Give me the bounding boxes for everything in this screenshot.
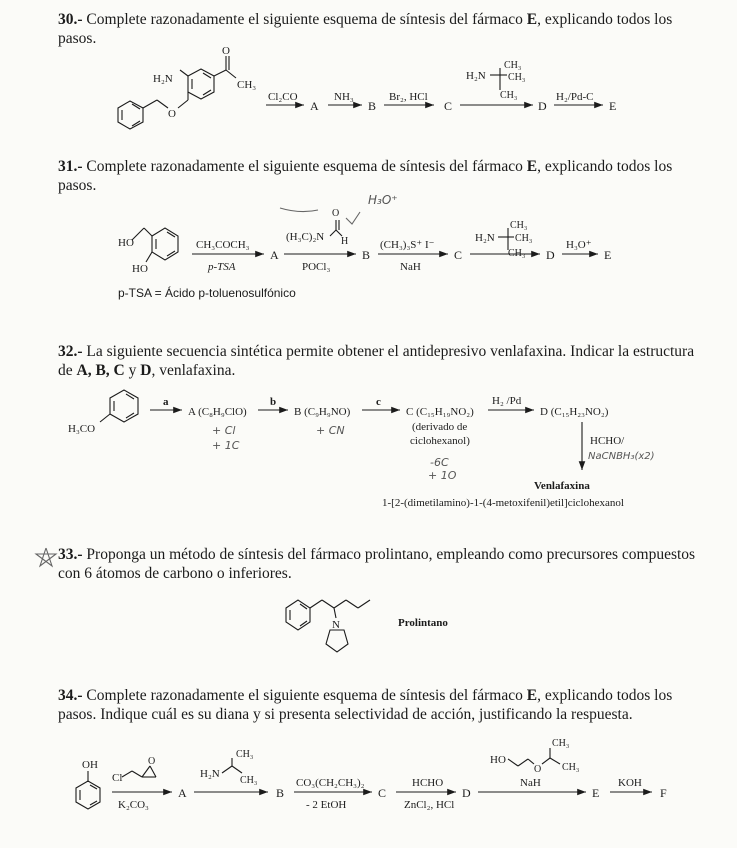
product-iupac-name: 1-[2-(dimetilamino)-1-(4-metoxifenil)etil]ciclohexanol — [382, 497, 624, 509]
atom-label: H₃CO — [68, 423, 96, 435]
handwritten-note: H₃O⁺ — [368, 193, 398, 207]
footnote: p-TSA = Ácido p-toluenosulfónico — [118, 286, 296, 300]
reagent-label: p-TSA — [208, 261, 236, 273]
intermediate-D: D — [538, 99, 547, 113]
intermediate-A: A — [178, 786, 187, 800]
structure-letters: A, B, C — [76, 362, 125, 379]
intermediate-A: A (C₈H₉ClO) — [188, 406, 247, 418]
drug-name: Prolintano — [398, 617, 448, 629]
atom-label: OH — [82, 759, 98, 771]
drug-letter: E — [526, 158, 538, 175]
product-name: Venlafaxina — [534, 480, 590, 492]
note-label: ciclohexanol) — [410, 435, 470, 447]
atom-label: H₂N — [153, 73, 173, 85]
note-label: (derivado de — [412, 421, 468, 433]
question-number: 32.- — [58, 343, 83, 360]
handwritten-note: -6C — [430, 456, 449, 469]
reagent-label: NH₃ — [334, 91, 354, 103]
reagent-label: Br₂, HCl — [389, 91, 428, 103]
reagent-label: H₂N — [466, 70, 486, 82]
reagent-label: CH₃ — [500, 90, 518, 101]
reagent-label: - 2 EtOH — [306, 799, 347, 811]
intermediate-B: B — [368, 99, 377, 113]
question-text: , explicando todos los pasos. — [58, 158, 673, 194]
question-text: y — [124, 362, 141, 379]
question-number: 30.- — [58, 11, 83, 28]
reagent-label: NaH — [400, 261, 421, 273]
reagent-label: KOH — [618, 777, 642, 789]
reagent-label: CH₃ — [508, 248, 526, 259]
q32-starting-material — [68, 390, 138, 435]
question-number: 34.- — [58, 687, 83, 704]
intermediate-C: C (C₁₅H₁₉NO₂) — [406, 406, 474, 418]
atom-label: CH₃ — [237, 79, 257, 91]
intermediate-B: B — [362, 248, 371, 262]
reagent-label: ZnCl₂, HCl — [404, 799, 455, 811]
reagent-label: CH₃ — [515, 233, 533, 244]
reagent-label: (CH₃)₃S⁺ I⁻ — [380, 239, 435, 251]
q34-reaction-arrows — [112, 738, 667, 811]
intermediate-B: B (C₉H₉NO) — [294, 406, 351, 418]
question-text: Complete razonadamente el siguiente esquema de síntesis del fármaco — [82, 158, 527, 175]
intermediate-A: A — [270, 248, 279, 262]
question-34 — [58, 686, 708, 724]
intermediate-A: A — [310, 99, 319, 113]
question-text: Complete razonadamente el siguiente esquema de síntesis del fármaco — [82, 11, 527, 28]
reagent-label: HCHO/ — [590, 435, 625, 447]
reagent-label: CH₃ — [508, 72, 526, 83]
atom-label: H — [341, 236, 349, 247]
drug-letter: E — [526, 11, 538, 28]
question-text: Proponga un método de síntesis del fármaco prolintano, empleando como precursores compuestos con 6 átomos de carbono o inferiores. — [58, 546, 696, 582]
reagent-label: (H₃C)₂N — [286, 231, 325, 243]
prolintano-structure — [286, 600, 448, 652]
question-text: La siguiente secuencia sintética permite obtener el antidepresivo venlafaxina. Indicar la estructura de — [58, 343, 695, 379]
intermediate-D: D (C₁₅H₂₃NO₂) — [540, 406, 609, 418]
reagent-label: CH₃ — [236, 749, 254, 760]
intermediate-C: C — [444, 99, 453, 113]
question-text: , venlafaxina. — [151, 362, 236, 379]
atom-label: O — [168, 108, 176, 120]
handwritten-note: + 1C — [212, 439, 240, 452]
handwritten-note: + 1O — [428, 469, 457, 482]
intermediate-C: C — [454, 248, 463, 262]
reagent-label: HO — [490, 754, 506, 766]
handwritten-note: + CN — [316, 424, 345, 437]
reagent-label: HCHO — [412, 777, 444, 789]
reagent-label: H₂N — [475, 232, 495, 244]
reagent-label: CH₃ — [240, 775, 258, 786]
question-32 — [58, 342, 708, 380]
reagent-label: CH₃ — [504, 60, 522, 71]
intermediate-D: D — [462, 786, 471, 800]
question-31 — [58, 157, 708, 195]
reagent-label: CH₃ — [510, 220, 528, 231]
atom-label: HO — [132, 263, 148, 275]
product-E: E — [609, 99, 617, 113]
reagent-label: K₂CO₃ — [118, 799, 149, 811]
reagent-label: H₃O⁺ — [566, 239, 592, 251]
q30-reaction-arrows — [266, 60, 616, 113]
q31-reaction-arrows — [192, 193, 611, 273]
reagent-label: CH₃ — [562, 762, 580, 773]
intermediate-C: C — [378, 786, 387, 800]
structure-letter-D: D — [140, 362, 152, 379]
star-mark — [36, 548, 56, 566]
reagent-label: CH₃ — [552, 738, 570, 749]
atom-label: O — [148, 756, 156, 767]
question-33 — [58, 545, 708, 583]
reagent-label: NaH — [520, 777, 541, 789]
q30-starting-material — [118, 45, 256, 129]
step-label: a — [163, 396, 169, 408]
reagent-label: H₂/Pd-C — [556, 91, 594, 103]
q32-reaction-arrows — [150, 395, 655, 509]
reagent-label: H₂ /Pd — [492, 395, 522, 407]
q34-starting-material — [76, 759, 100, 809]
drug-letter: E — [526, 687, 538, 704]
atom-label: O — [222, 45, 230, 57]
atom-label: O — [332, 208, 340, 219]
reagent-label: CO₃(CH₂CH₃)₂ — [296, 777, 365, 789]
question-number: 31.- — [58, 158, 83, 175]
reagent-label: CH₃COCH₃ — [196, 239, 250, 251]
reagent-label: H₂N — [200, 768, 220, 780]
atom-label: HO — [118, 237, 134, 249]
atom-label: Cl — [112, 772, 123, 784]
intermediate-B: B — [276, 786, 285, 800]
step-label: c — [376, 396, 381, 408]
question-text: , explicando todos los pasos. — [58, 11, 673, 47]
handwritten-note: NaCNBH₃(x2) — [588, 451, 655, 462]
product-E: E — [604, 248, 612, 262]
product-F: F — [660, 786, 667, 800]
reagent-label: POCl₃ — [302, 261, 331, 273]
atom-label: N — [332, 619, 340, 631]
question-number: 33.- — [58, 546, 83, 563]
intermediate-D: D — [546, 248, 555, 262]
step-label: b — [270, 396, 277, 408]
question-text: Complete razonadamente el siguiente esquema de síntesis del fármaco — [82, 687, 527, 704]
atom-label: O — [534, 764, 542, 775]
reagent-label: Cl₂CO — [268, 91, 298, 103]
handwritten-note: + Cl — [212, 424, 236, 437]
q31-starting-material — [118, 228, 178, 275]
question-text: , explicando todos los pasos. Indique cuál es su diana y si presenta selectividad de acción, justificando la respuesta. — [58, 687, 673, 723]
intermediate-E: E — [592, 786, 600, 800]
